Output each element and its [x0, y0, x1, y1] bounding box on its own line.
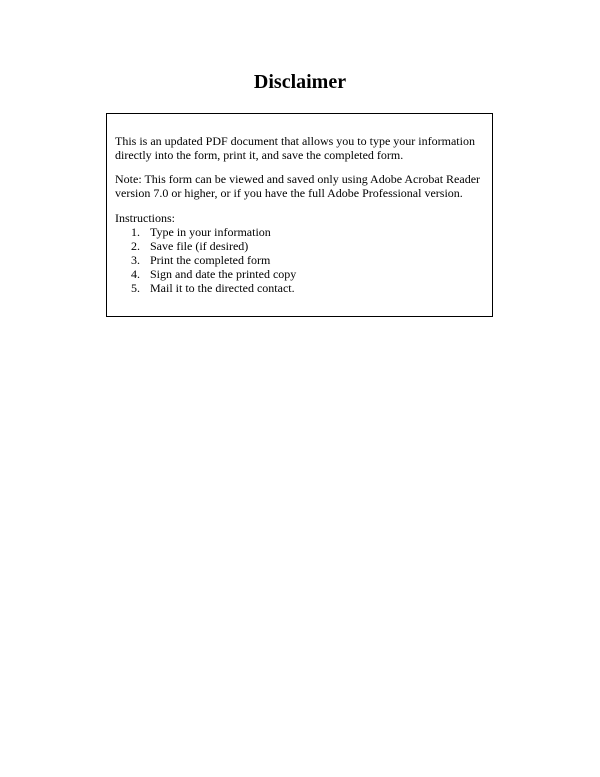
- disclaimer-content: [115, 134, 486, 295]
- list-item: [115, 281, 486, 295]
- disclaimer-box: [106, 113, 493, 317]
- step-text: Type in your information: [150, 225, 271, 239]
- instructions-label: Instructions:: [115, 211, 175, 225]
- step-text: Print the completed form: [150, 253, 271, 267]
- instructions-list: [115, 225, 486, 295]
- step-text: Save file (if desired): [150, 239, 249, 253]
- step-text: Sign and date the printed copy: [150, 267, 297, 281]
- list-item: [115, 253, 486, 267]
- list-item: [115, 225, 486, 239]
- page-title: Disclaimer: [253, 71, 347, 93]
- step-number: 5.: [131, 281, 140, 295]
- step-number: 2.: [131, 239, 140, 253]
- step-text: Mail it to the directed contact.: [150, 281, 295, 295]
- step-number: 1.: [131, 225, 140, 239]
- list-item: [115, 239, 486, 253]
- step-number: 3.: [131, 253, 140, 267]
- intro-paragraph: This is an updated PDF document that allows you to type your information directly into the form, print it, and save the completed form.: [115, 134, 475, 162]
- list-item: [115, 267, 486, 281]
- note-paragraph: Note: This form can be viewed and saved only using Adobe Acrobat Reader version 7.0 or higher, or if you have the full Adobe Professional version.: [115, 172, 481, 200]
- step-number: 4.: [131, 267, 140, 281]
